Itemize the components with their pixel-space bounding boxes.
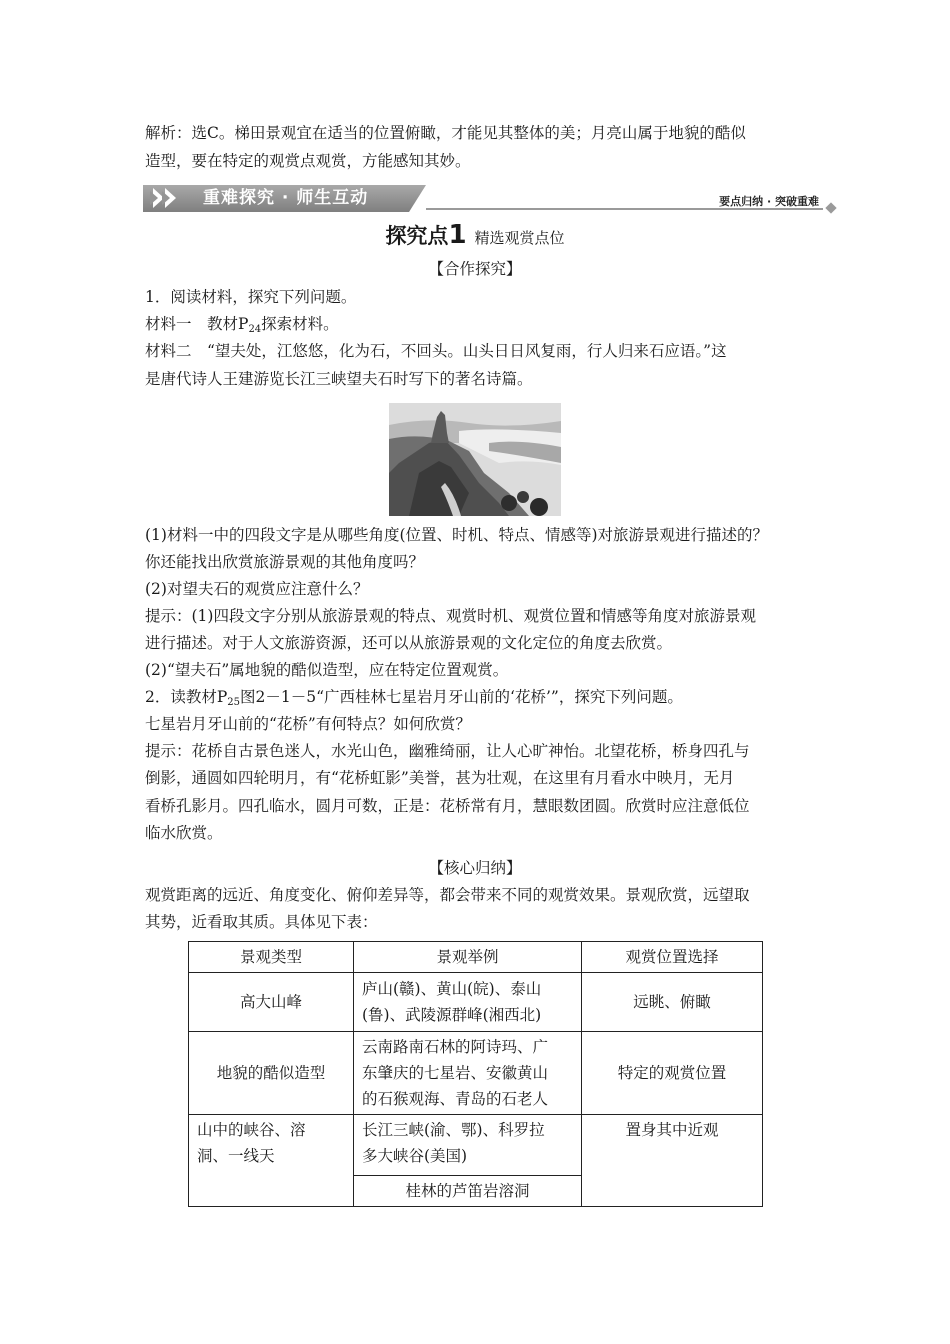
coop-title: 【合作探究】: [428, 260, 522, 278]
q2-question: 七星岩月牙山前的“花桥”有何特点？如何欣赏？: [145, 715, 471, 733]
q2-intro-suffix: 图2－1－5“广西桂林七星岩月牙山前的‘花桥’”，探究下列问题。: [240, 688, 683, 706]
page-subscript: 25: [227, 697, 241, 708]
chevron-right-icon: [165, 188, 176, 208]
analysis-line-2: 造型，要在特定的观赏点观赏，方能感知其妙。: [145, 152, 471, 170]
table-row: [189, 1115, 763, 1176]
heading-prefix: 探究点: [385, 224, 449, 248]
q2-hint-line-1: 提示：花桥自古景色迷人，水光山色，幽雅绮丽，让人心旷神怡。北望花桥，桥身四孔与: [145, 742, 750, 760]
section-banner: [143, 185, 835, 212]
table-cell-example: [354, 1032, 582, 1115]
banner-subtitle: 要点归纳 · 突破重难: [719, 195, 819, 208]
table-header-cell: 观赏位置选择: [582, 942, 763, 973]
table-cell-example: [354, 973, 582, 1032]
q2-hint-line-2: 倒影，通圆如四轮明月，有“花桥虹影”美誉，甚为壮观，在这里有月看水中映月，无月: [145, 769, 735, 787]
table-cell-line: 东肇庆的七星岩、安徽黄山: [362, 1064, 549, 1082]
hint-2: (2)“望夫石”属地貌的酷似造型，应在特定位置观赏。: [145, 661, 509, 679]
material-2-line-2: 是唐代诗人王建游览长江三峡望夫石时写下的著名诗篇。: [145, 370, 533, 388]
mountain-landscape-image: [389, 403, 561, 516]
table-cell-line: 洞、一线天: [197, 1147, 275, 1165]
table-cell-line: 多大峡谷(美国): [362, 1147, 468, 1165]
core-line-2: 其势，近看取其质。具体见下表：: [145, 913, 378, 931]
q1-intro: 1．阅读材料，探究下列问题。: [145, 288, 357, 306]
table-cell-line: 云南路南石林的阿诗玛、广: [362, 1038, 549, 1056]
table-cell-example: 桂林的芦笛岩溶洞: [354, 1176, 582, 1207]
hint-1-line-2: 进行描述。对于人文旅游资源，还可以从旅游景观的文化定位的角度去欣赏。: [145, 634, 673, 652]
table-header-row: [189, 942, 763, 973]
q2-hint-line-4: 临水欣赏。: [145, 824, 223, 842]
table-cell-line: 庐山(赣)、黄山(皖)、泰山: [362, 980, 542, 998]
heading-subtitle: 精选观赏点位: [474, 229, 565, 247]
diamond-icon: [825, 202, 836, 213]
table-row: [189, 1032, 763, 1115]
core-title: 【核心归纳】: [428, 859, 522, 877]
table-header-cell: 景观类型: [189, 942, 354, 973]
table-cell-line: 的石猴观海、青岛的石老人: [362, 1090, 549, 1108]
table-cell-type: 高大山峰: [189, 973, 354, 1032]
analysis-line-1: 解析：选C。梯田景观宜在适当的位置俯瞰，才能见其整体的美；月亮山属于地貌的酷似: [145, 124, 746, 142]
viewing-position-table: [188, 941, 763, 1207]
question-1-line-1: (1)材料一中的四段文字是从哪些角度(位置、时机、特点、情感等)对旅游景观进行描述的？: [145, 526, 769, 544]
question-2: (2)对望夫石的观赏应注意什么？: [145, 580, 369, 598]
table-header-cell: 景观举例: [354, 942, 582, 973]
q2-intro: [145, 686, 683, 711]
heading-number: 1: [448, 220, 467, 250]
q2-hint-line-3: 看桥孔影月。四孔临水，圆月可数，正是：花桥常有月，慧眼数团圆。欣赏时应注意低位: [145, 797, 750, 815]
table-cell-line: 长江三峡(渝、鄂)、科罗拉: [362, 1121, 545, 1139]
q2-intro-prefix: 2．读教材P: [145, 688, 228, 706]
core-line-1: 观赏距离的远近、角度变化、俯仰差异等，都会带来不同的观赏效果。景观欣赏，远望取: [145, 886, 750, 904]
table-cell-type: 地貌的酷似造型: [189, 1032, 354, 1115]
table-cell-type: [189, 1115, 354, 1207]
material-1-suffix: 探索材料。: [261, 315, 339, 333]
wangfu-stone-photo: [389, 403, 561, 516]
page-subscript: 24: [248, 324, 262, 335]
table-cell-line: (鲁)、武陵源群峰(湘西北): [362, 1006, 542, 1024]
table-cell-position: 远眺、俯瞰: [582, 973, 763, 1032]
table-cell-line: 山中的峡谷、溶: [197, 1121, 306, 1139]
hint-1-line-1: 提示：(1)四段文字分别从旅游景观的特点、观赏时机、观赏位置和情感等角度对旅游景观: [145, 607, 756, 625]
question-1-line-2: 你还能找出欣赏旅游景观的其他角度吗？: [145, 553, 425, 571]
material-1: [145, 313, 339, 338]
material-2-line-1: 材料二 “望夫处，江悠悠，化为石，不回头。山头日日风复雨，行人归来石应语。”这: [145, 342, 727, 360]
banner-title: 重难探究 · 师生互动: [203, 188, 369, 208]
table-cell-position: 特定的观赏位置: [582, 1032, 763, 1115]
table-cell-position: 置身其中近观: [582, 1115, 763, 1207]
section-heading: [0, 220, 950, 250]
material-1-prefix: 材料一 教材P: [145, 315, 249, 333]
table-row: [189, 973, 763, 1032]
table-cell-example: [354, 1115, 582, 1176]
